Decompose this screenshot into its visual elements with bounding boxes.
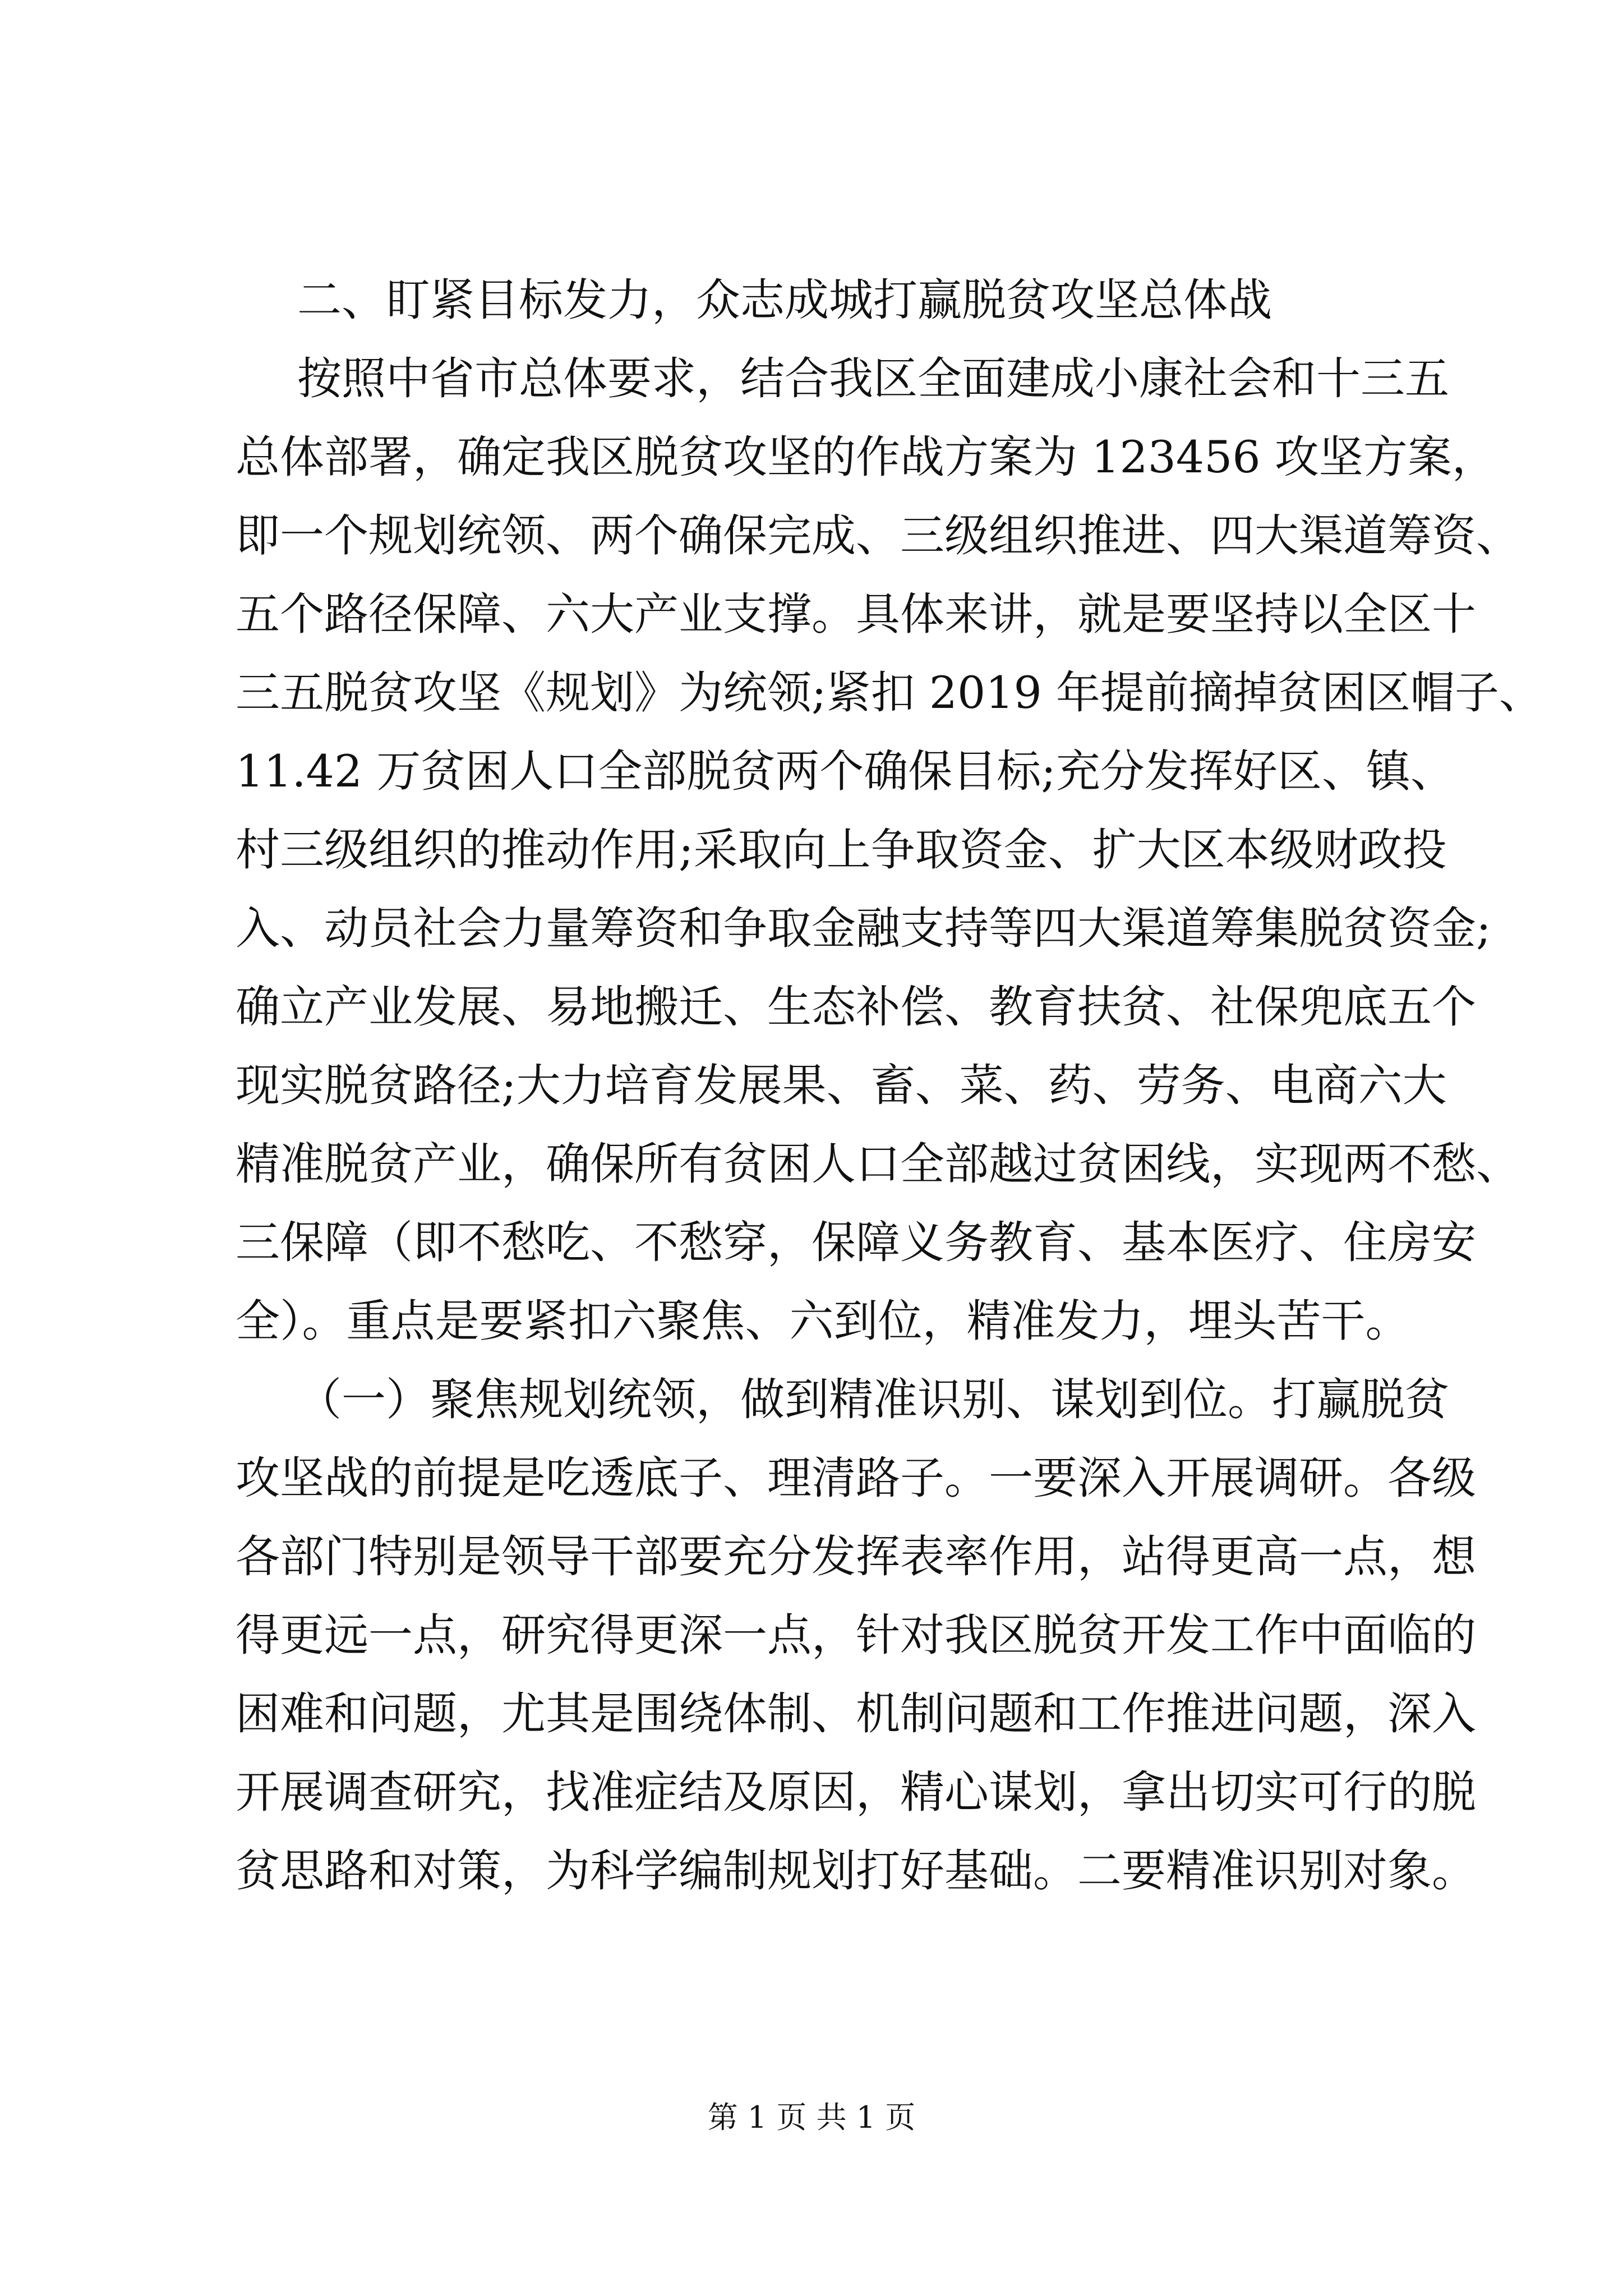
paragraph-1-line-7: 村三级组织的推动作用;采取向上争取资金、扩大区本级财政投 — [236, 824, 1447, 876]
paragraph-1-line-5: 三五脱贫攻坚《规划》为统领;紧扣 2019 年提前摘掉贫困区帽子、 — [236, 667, 1543, 719]
paragraph-1-line-6: 11.42 万贫困人口全部脱贫两个确保目标;充分发挥好区、镇、 — [236, 746, 1455, 797]
paragraph-1-line-3: 即一个规划统领、两个确保完成、三级组织推进、四大渠道筹资、 — [236, 510, 1520, 562]
paragraph-1-line-8: 入、动员社会力量筹资和争取金融支持等四大渠道筹集脱贫资金; — [236, 903, 1491, 954]
paragraph-1-line-9: 确立产业发展、易地搬迁、生态补偿、教育扶贫、社保兜底五个 — [236, 981, 1476, 1033]
paragraph-2-line-2: 攻坚战的前提是吃透底子、理清路子。一要深入开展调研。各级 — [236, 1452, 1476, 1504]
paragraph-1-line-1: 按照中省市总体要求，结合我区全面建成小康社会和十三五 — [297, 353, 1449, 404]
paragraph-2-line-5: 困难和问题，尤其是围绕体制、机制问题和工作推进问题，深入 — [236, 1688, 1476, 1740]
paragraph-2-line-6: 开展调查研究，找准症结及原因，精心谋划，拿出切实可行的脱 — [236, 1766, 1476, 1818]
page-footer: 第 1 页 共 1 页 — [707, 2100, 916, 2135]
paragraph-1-line-10: 现实脱贫路径;大力培育发展果、畜、菜、药、劳务、电商六大 — [236, 1060, 1447, 1111]
paragraph-2-line-1: （一）聚焦规划统领，做到精准识别、谋划到位。打赢脱贫 — [297, 1374, 1449, 1425]
paragraph-1-line-12: 三保障（即不愁吃、不愁穿，保障义务教育、基本医疗、住房安 — [236, 1217, 1476, 1268]
paragraph-1-line-2: 总体部署，确定我区脱贫攻坚的作战方案为 123456 攻坚方案， — [236, 431, 1496, 483]
paragraph-2-line-3: 各部门特别是领导干部要充分发挥表率作用，站得更高一点，想 — [236, 1531, 1476, 1582]
paragraph-1-line-4: 五个路径保障、六大产业支撑。具体来讲，就是要坚持以全区十 — [236, 588, 1476, 640]
paragraph-1-line-13: 全）。重点是要紧扣六聚焦、六到位，精准发力，埋头苦干。 — [236, 1295, 1410, 1347]
section-heading: 二、盯紧目标发力，众志成城打赢脱贫攻坚总体战 — [297, 274, 1272, 326]
paragraph-2-line-7: 贫思路和对策，为科学编制规划打好基础。二要精准识别对象。 — [236, 1845, 1476, 1897]
paragraph-2-line-4: 得更远一点，研究得更深一点，针对我区脱贫开发工作中面临的 — [236, 1609, 1476, 1661]
paragraph-1-line-11: 精准脱贫产业，确保所有贫困人口全部越过贫困线，实现两不愁、 — [236, 1138, 1520, 1190]
